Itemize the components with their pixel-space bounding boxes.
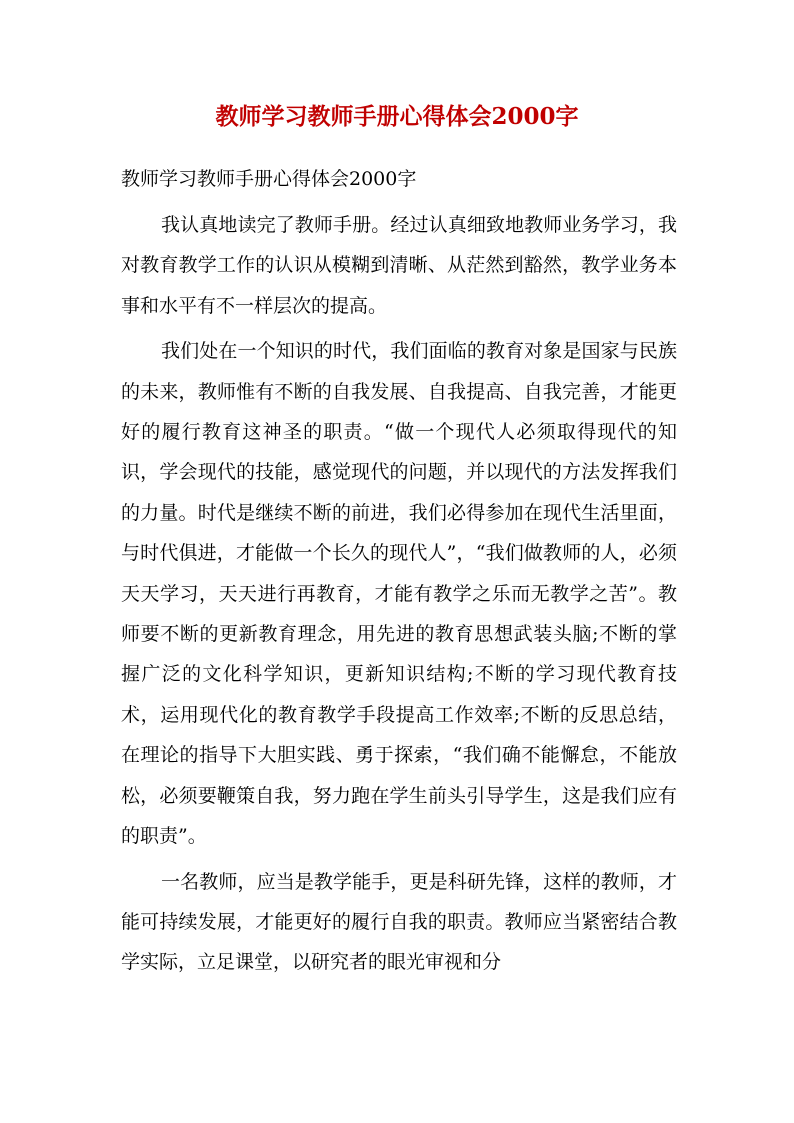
paragraph: 我们处在一个知识的时代，我们面临的教育对象是国家与民族的未来，教师惟有不断的自我发展、自我提高、自我完善，才能更好的履行教育这神圣的职责。“做一个现代人必须取得现代的知识，学会现代的技能，感觉现代的问题，并以现代的方法发挥我们的力量。时代是继续不断的前进，我们必得参加在现代生活里面，与时代俱进，才能做一个长久的现代人”，“我们做教师的人，必须天天学习，天天进行再教育，才能有教学之乐而无教学之苦”。教师要不断的更新教育理念，用先进的教育思想武装头脑;不断的掌握广泛的文化科学知识，更新知识结构;不断的学习现代教育技术，运用现代化的教育教学手段提高工作效率;不断的反思总结，在理论的指导下大胆实践、勇于探索，“我们确不能懈怠，不能放松，必须要鞭策自我，努力跑在学生前头引导学生，这是我们应有的职责”。 [121, 340, 677, 848]
document-body [121, 205, 677, 988]
paragraph: 我认真地读完了教师手册。经过认真细致地教师业务学习，我对教育教学工作的认识从模糊到清晰、从茫然到豁然，教学业务本事和水平有不一样层次的提高。 [121, 214, 677, 317]
document-subtitle: 教师学习教师手册心得体会2000字 [121, 168, 417, 190]
document-title: 教师学习教师手册心得体会2000字 [215, 103, 579, 130]
paragraph: 一名教师，应当是教学能手，更是科研先锋，这样的教师，才能可持续发展，才能更好的履行自我的职责。教师应当紧密结合教学实际，立足课堂，以研究者的眼光审视和分 [121, 870, 677, 974]
